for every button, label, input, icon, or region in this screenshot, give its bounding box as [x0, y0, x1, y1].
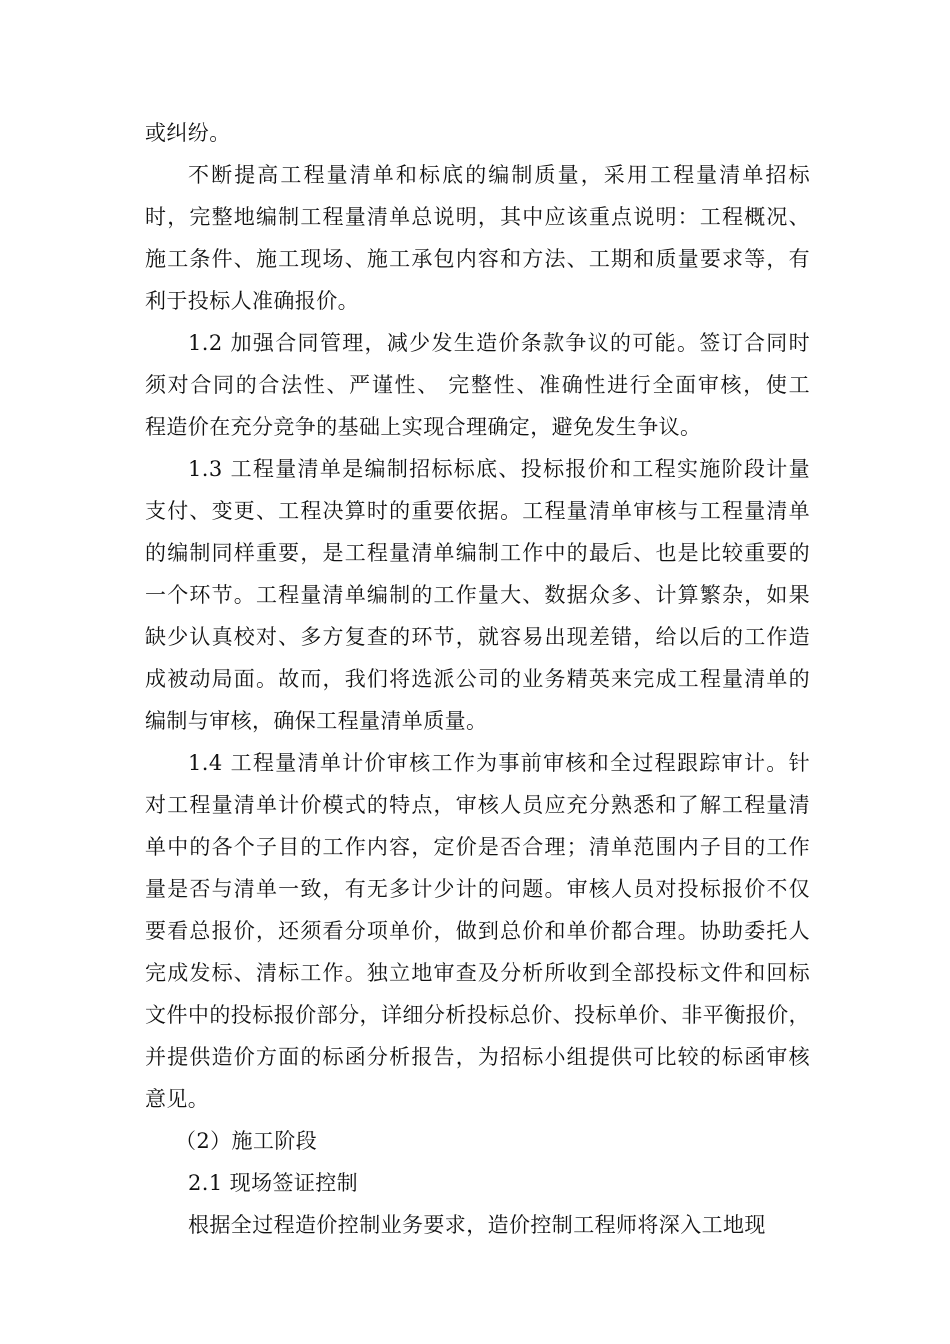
paragraph-first-line: 1.4 工程量清单计价审核工作为事前审核和全过程跟踪审计。针 — [188, 751, 810, 775]
paragraph-first-line: 1.3 工程量清单是编制招标标底、投标报价和工程实施阶段计量 — [188, 457, 810, 481]
text-line: 文件中的投标报价部分，详细分析投标总价、投标单价、非平衡报价， — [145, 1003, 810, 1027]
text-line: 成被动局面。故而，我们将选派公司的业务精英来完成工程量清单的 — [145, 667, 810, 691]
text-line: 时，完整地编制工程量清单总说明，其中应该重点说明：工程概况、 — [145, 205, 810, 229]
paragraph-first-line: 不断提高工程量清单和标底的编制质量，采用工程量清单招标 — [188, 163, 810, 187]
text-line: 编制与审核，确保工程量清单质量。 — [145, 709, 488, 733]
subsection-heading: 2.1 现场签证控制 — [188, 1171, 359, 1195]
text-line: 量是否与清单一致，有无多计少计的问题。审核人员对投标报价不仅 — [145, 877, 810, 901]
text-line: 缺少认真校对、多方复查的环节，就容易出现差错，给以后的工作造 — [145, 625, 810, 649]
section-heading: （2）施工阶段 — [175, 1129, 318, 1153]
text-line: 并提供造价方面的标函分析报告，为招标小组提供可比较的标函审核 — [145, 1045, 810, 1069]
paragraph-first-line: 根据全过程造价控制业务要求，造价控制工程师将深入工地现 — [188, 1213, 766, 1237]
text-line: 一个环节。工程量清单编制的工作量大、数据众多、计算繁杂，如果 — [145, 583, 810, 607]
text-line: 完成发标、清标工作。独立地审查及分析所收到全部投标文件和回标 — [145, 961, 810, 985]
text-line: 利于投标人准确报价。 — [145, 289, 359, 313]
text-line: 支付、变更、工程决算时的重要依据。工程量清单审核与工程量清单 — [145, 499, 810, 523]
text-line: 对工程量清单计价模式的特点，审核人员应充分熟悉和了解工程量清 — [145, 793, 810, 817]
text-line: 的编制同样重要，是工程量清单编制工作中的最后、也是比较重要的 — [145, 541, 810, 565]
text-line: 须对合同的合法性、严谨性、 完整性、准确性进行全面审核，使工 — [145, 373, 810, 397]
text-line: 单中的各个子目的工作内容，定价是否合理；清单范围内子目的工作 — [145, 835, 810, 859]
text-line: 或纠纷。 — [145, 121, 231, 145]
text-line: 意见。 — [145, 1087, 210, 1111]
text-line: 要看总报价，还须看分项单价，做到总价和单价都合理。协助委托人 — [145, 919, 810, 943]
text-line: 程造价在充分竞争的基础上实现合理确定，避免发生争议。 — [145, 415, 702, 439]
text-line: 施工条件、施工现场、施工承包内容和方法、工期和质量要求等，有 — [145, 247, 810, 271]
paragraph-first-line: 1.2 加强合同管理，减少发生造价条款争议的可能。签订合同时 — [188, 331, 810, 355]
